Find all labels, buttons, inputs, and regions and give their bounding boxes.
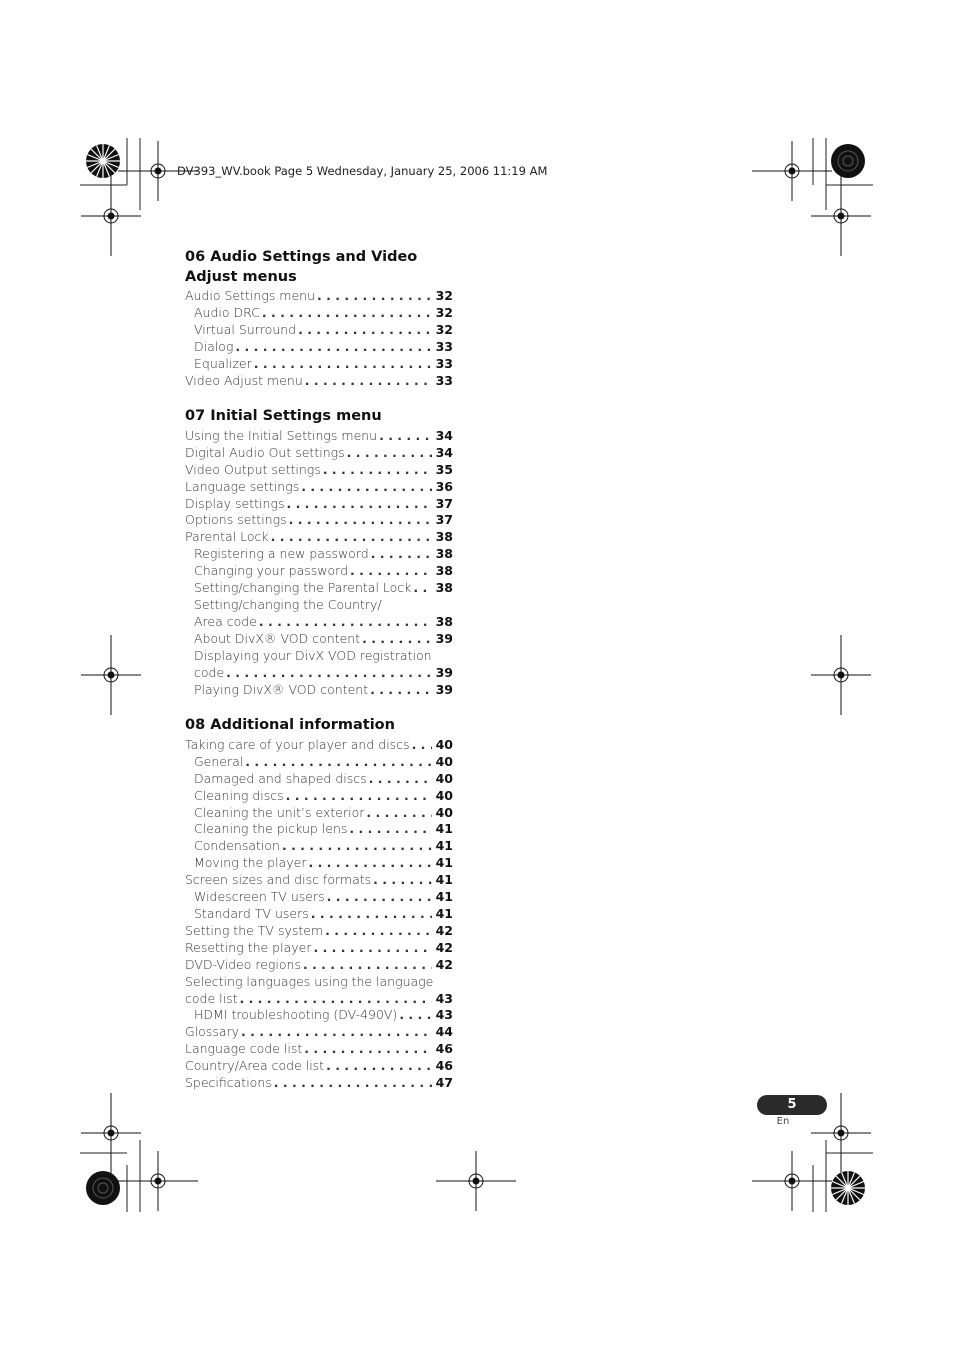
- dot-leader: [259, 614, 432, 631]
- toc-entry-label: Selecting languages using the language: [185, 973, 434, 989]
- dot-leader: [305, 373, 432, 390]
- toc-page-number: 34: [435, 427, 453, 443]
- dot-leader: [413, 580, 431, 597]
- toc-page-number: 34: [435, 444, 453, 460]
- dot-leader: [304, 1041, 431, 1058]
- toc-entry-label: Registering a new password: [194, 546, 369, 562]
- toc-entry-label: Standard TV users: [194, 906, 309, 921]
- toc-entry-label: Cleaning discs: [194, 787, 284, 803]
- toc-page-number: 46: [435, 1058, 453, 1074]
- dot-leader: [399, 1007, 431, 1024]
- page-number-badge: 5: [757, 1095, 827, 1115]
- toc-page-number: 42: [435, 922, 453, 938]
- toc-entry: [185, 445, 453, 462]
- toc-section: [185, 248, 453, 389]
- toc-page-number: 46: [435, 1041, 453, 1057]
- toc-page-number: 36: [435, 478, 453, 494]
- toc-page-number: 39: [435, 630, 453, 646]
- dot-leader: [274, 1075, 432, 1092]
- dot-leader: [369, 771, 432, 788]
- dot-leader: [254, 356, 432, 373]
- toc-page-number: 40: [435, 804, 453, 820]
- toc-page-number: 40: [435, 753, 453, 769]
- dot-leader: [317, 288, 432, 305]
- toc-page-number: 37: [435, 512, 453, 528]
- toc-section: [185, 716, 453, 1092]
- toc-entry: [185, 496, 453, 513]
- toc-entry: [185, 940, 453, 957]
- toc-page-number: 39: [435, 664, 453, 680]
- toc-entry-label: Country/Area code list: [185, 1058, 325, 1074]
- dot-leader: [286, 788, 432, 805]
- toc-entry: [185, 322, 453, 339]
- dot-leader: [362, 631, 432, 648]
- toc-entry-label: Language settings: [185, 478, 300, 494]
- toc-entry-label: Displaying your DivX VOD registration: [194, 647, 432, 663]
- dot-leader: [245, 754, 431, 771]
- toc-entry: [185, 906, 453, 923]
- toc-entry-label: Cleaning the unit’s exterior: [194, 804, 365, 820]
- toc-entry: [185, 805, 453, 822]
- toc-entry-first-line: [185, 597, 453, 614]
- toc-entry-label: code: [194, 664, 225, 680]
- toc-entry: [185, 754, 453, 771]
- toc-page-number: 35: [435, 461, 453, 477]
- toc-entry-label: HDMI troubleshooting (DV-490V): [194, 1007, 398, 1023]
- toc-page-number: 38: [435, 613, 453, 629]
- toc-entry: [185, 462, 453, 479]
- dot-leader: [325, 923, 431, 940]
- dot-leader: [298, 322, 431, 339]
- toc-page-number: 38: [435, 563, 453, 579]
- toc-entry-label: Video Adjust menu: [185, 372, 303, 388]
- toc-entry: [185, 957, 453, 974]
- toc-entry-label: Area code: [194, 613, 257, 629]
- toc-entry-label: Display settings: [185, 495, 285, 511]
- section-title: 07 Initial Settings menu: [185, 408, 382, 425]
- toc-page-number: 39: [435, 681, 453, 697]
- dot-leader: [412, 737, 432, 754]
- toc-entry-first-line: [185, 648, 453, 665]
- dot-leader: [239, 991, 431, 1008]
- toc-page-number: 33: [435, 372, 453, 388]
- toc-entry: [185, 1075, 453, 1092]
- toc-entry-label: Widescreen TV users: [194, 889, 325, 905]
- toc-page-number: 40: [435, 770, 453, 786]
- toc-page-number: 38: [435, 529, 453, 545]
- toc-entry-label: Playing DivX® VOD content: [194, 681, 369, 697]
- toc-entry-label: Language code list: [185, 1041, 303, 1057]
- dot-leader: [286, 496, 431, 513]
- toc-entry-label: DVD-Video regions: [185, 956, 301, 972]
- dot-leader: [379, 428, 431, 445]
- dot-leader: [326, 1058, 432, 1075]
- toc-entry: [185, 614, 453, 631]
- toc-entry: [185, 923, 453, 940]
- toc-entry-label: Digital Audio Out settings: [185, 444, 345, 460]
- dot-leader: [289, 512, 432, 529]
- dot-leader: [308, 855, 431, 872]
- toc-entry: [185, 737, 453, 754]
- section-title: 08 Additional information: [185, 717, 395, 734]
- dot-leader: [282, 838, 432, 855]
- toc-entry-label: Virtual Surround: [194, 321, 297, 337]
- toc-page-number: 33: [435, 355, 453, 371]
- dot-leader: [347, 445, 432, 462]
- toc-entry: [185, 631, 453, 648]
- toc-entry-label: Specifications: [185, 1075, 272, 1091]
- toc-entry-label: Audio Settings menu: [185, 288, 316, 303]
- toc-entry: [185, 288, 453, 305]
- toc-page-number: 41: [435, 906, 453, 921]
- toc-entry: [185, 356, 453, 373]
- dot-leader: [301, 479, 431, 496]
- toc-entry-label: Dialog: [194, 338, 234, 354]
- toc-page-number: 41: [435, 889, 453, 905]
- dot-leader: [327, 889, 432, 906]
- toc-entry-label: Moving the player: [194, 855, 307, 871]
- toc-entry-label: code list: [185, 990, 238, 1006]
- toc-entry-label: Setting/changing the Parental Lock: [194, 580, 412, 596]
- toc-entry-label: Changing your password: [194, 563, 349, 579]
- toc-entry-label: Screen sizes and disc formats: [185, 872, 372, 888]
- toc-entry: [185, 373, 453, 390]
- print-file-info: DV393_WV.book Page 5 Wednesday, January 25, 2006 11:19 AM: [177, 164, 548, 178]
- toc-entry: [185, 665, 453, 682]
- toc-entry: [185, 788, 453, 805]
- toc-entry-label: Setting/changing the Country/: [194, 597, 382, 612]
- toc-page-number: 32: [435, 304, 453, 320]
- toc-entry: [185, 889, 453, 906]
- toc-entry-label: Cleaning the pickup lens: [194, 821, 348, 837]
- toc-entry: [185, 529, 453, 546]
- toc-page-number: 41: [435, 855, 453, 871]
- toc-page-number: 32: [435, 288, 453, 303]
- toc-entry: [185, 1041, 453, 1058]
- toc-entry-label: General: [194, 753, 244, 769]
- toc-entry-label: About DivX® VOD content: [194, 630, 361, 646]
- toc-entry: [185, 479, 453, 496]
- dot-leader: [235, 339, 431, 356]
- toc-page-number: 43: [435, 990, 453, 1006]
- toc-page-number: 38: [435, 580, 453, 596]
- toc-page-number: 38: [435, 546, 453, 562]
- toc-page-number: 41: [435, 872, 453, 888]
- toc-entry: [185, 546, 453, 563]
- toc-entry-label: Video Output settings: [185, 461, 321, 477]
- toc-page-number: 41: [435, 838, 453, 854]
- dot-leader: [303, 957, 432, 974]
- section-title: 06 Audio Settings and Video Adjust menus: [185, 249, 418, 285]
- dot-leader: [262, 305, 432, 322]
- table-of-contents: [185, 248, 453, 1110]
- toc-entry: [185, 872, 453, 889]
- toc-page-number: 37: [435, 495, 453, 511]
- toc-page-number: 41: [435, 821, 453, 837]
- toc-entry-label: Glossary: [185, 1024, 240, 1040]
- language-code: En: [776, 1116, 790, 1127]
- dot-leader: [271, 529, 432, 546]
- toc-entry-label: Damaged and shaped discs: [194, 770, 367, 786]
- dot-leader: [311, 906, 432, 923]
- dot-leader: [373, 872, 431, 889]
- dot-leader: [241, 1024, 432, 1041]
- toc-page-number: 40: [435, 787, 453, 803]
- toc-entry: [185, 838, 453, 855]
- toc-entry: [185, 855, 453, 872]
- toc-page-number: 40: [435, 736, 453, 752]
- toc-entry-label: Taking care of your player and discs: [185, 736, 410, 752]
- toc-section: [185, 407, 453, 698]
- toc-page-number: 44: [435, 1024, 453, 1040]
- toc-entry: [185, 1058, 453, 1075]
- dot-leader: [349, 821, 431, 838]
- toc-entry-label: Audio DRC: [194, 304, 260, 320]
- toc-entry: [185, 305, 453, 322]
- toc-entry-label: Resetting the player: [185, 939, 312, 955]
- toc-entry: [185, 991, 453, 1008]
- toc-entry-label: Options settings: [185, 512, 287, 528]
- toc-page-number: 47: [435, 1075, 453, 1091]
- toc-page-number: 32: [435, 321, 453, 337]
- toc-entry: [185, 428, 453, 445]
- dot-leader: [350, 563, 432, 580]
- toc-entry: [185, 339, 453, 356]
- toc-entry-label: Parental Lock: [185, 529, 269, 545]
- toc-entry-label: Condensation: [194, 838, 280, 854]
- dot-leader: [366, 805, 431, 822]
- toc-entry-label: Using the Initial Settings menu: [185, 427, 378, 443]
- toc-entry: [185, 563, 453, 580]
- toc-page-number: 43: [435, 1007, 453, 1023]
- dot-leader: [371, 546, 432, 563]
- toc-entry-label: Setting the TV system: [185, 922, 324, 938]
- toc-entry-label: Equalizer: [194, 355, 252, 371]
- toc-entry: [185, 771, 453, 788]
- dot-leader: [370, 682, 431, 699]
- dot-leader: [323, 462, 432, 479]
- toc-entry: [185, 821, 453, 838]
- toc-page-number: 33: [435, 338, 453, 354]
- toc-entry: [185, 580, 453, 597]
- toc-entry: [185, 682, 453, 699]
- dot-leader: [313, 940, 431, 957]
- toc-entry: [185, 512, 453, 529]
- toc-page-number: 42: [435, 939, 453, 955]
- toc-page-number: 42: [435, 956, 453, 972]
- dot-leader: [226, 665, 431, 682]
- toc-entry: [185, 1007, 453, 1024]
- toc-entry-first-line: [185, 974, 453, 991]
- toc-entry: [185, 1024, 453, 1041]
